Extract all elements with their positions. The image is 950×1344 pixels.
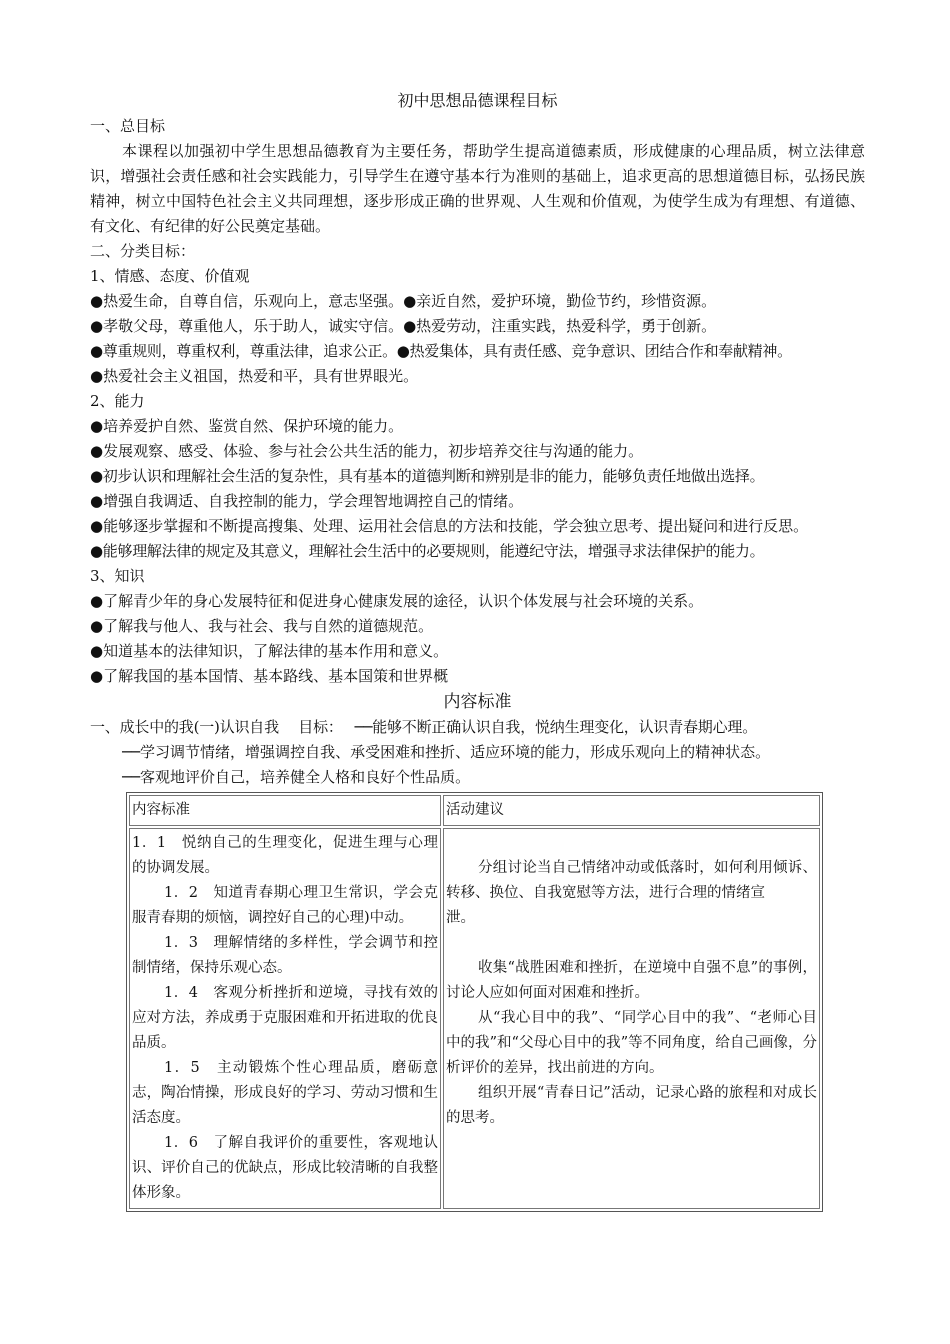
list-item: ●了解我国的基本国情、基本路线、基本国策和世界概 — [90, 667, 449, 685]
content-goal-line: 一、成长中的我(一)认识自我 目标： ──能够不断正确认识自我，悦纳生理变化，认识青春期心理。 — [90, 718, 758, 736]
list-item: ●培养爱护自然、鉴赏自然、保护环境的能力。 — [90, 417, 404, 435]
list-item: ●孝敬父母，尊重他人，乐于助人，诚实守信。●热爱劳动，注重实践，热爱科学，勇于创新。 — [90, 317, 717, 335]
list-item: ●增强自我调适、自我控制的能力，学会理智地调控自己的情绪。 — [90, 492, 524, 510]
table-cell-activities — [443, 828, 820, 1209]
activity-item: 从“我心目中的我”、“同学心目中的我”、“老师心目中的我”和“父母心目中的我”等不同角度，给自己画像，分析评价的差异，找出前进的方向。 — [446, 1010, 817, 1076]
activity-item: 组织开展“青春日记”活动，记录心路的旅程和对成长的思考。 — [446, 1085, 817, 1126]
list-item: ●能够理解法律的规定及其意义，理解社会生活中的必要规则，能遵纪守法，增强寻求法律保护的能力。 — [90, 542, 765, 560]
page-title: 初中思想品德课程目标 — [397, 91, 558, 110]
standard-item: 1．3 理解情绪的多样性，学会调节和控制情绪，保持乐观心态。 — [132, 935, 438, 976]
sub3-heading: 3、知识 — [90, 567, 145, 585]
activity-item: 收集“战胜困难和挫折，在逆境中自强不息”的事例，讨论人应如何面对困难和挫折。 — [446, 960, 817, 1001]
list-item: ●知道基本的法律知识，了解法律的基本作用和意义。 — [90, 642, 449, 660]
activity-item: 分组讨论当自己情绪冲动或低落时，如何利用倾诉、转移、换位、自我宽慰等方法，进行合理的情绪宣 — [446, 860, 817, 901]
section2-heading: 二、分类目标： — [90, 242, 196, 260]
table-cell-standards — [129, 828, 441, 1209]
list-item: ●热爱社会主义祖国，热爱和平，具有世界眼光。 — [90, 367, 419, 385]
spacer — [446, 831, 817, 856]
standard-item: 1．4 客观分析挫折和逆境，寻找有效的应对方法，养成勇于克服困难和开拓进取的优良品质。 — [132, 985, 438, 1051]
content-goal-line: ──学习调节情绪，增强调控自我、承受困难和挫折、适应环境的能力，形成乐观向上的精神状态。 — [122, 743, 771, 761]
sub2-heading: 2、能力 — [90, 392, 145, 410]
content-standard-table — [126, 792, 823, 1212]
document-page — [90, 88, 865, 1212]
list-item: ●尊重规则，尊重权利，尊重法律，追求公正。●热爱集体，具有责任感、竞争意识、团结合作和奉献精神。 — [90, 342, 792, 360]
list-item: ●热爱生命，自尊自信，乐观向上，意志坚强。●亲近自然，爱护环境，勤俭节约，珍惜资源。 — [90, 292, 717, 310]
list-item: ●能够逐步掌握和不断提高搜集、处理、运用社会信息的方法和技能，学会独立思考、提出疑问和进行反思。 — [90, 517, 809, 535]
standard-item: 1．1 悦纳自己的生理变化，促进生理与心理的协调发展。 — [132, 835, 438, 876]
list-item: ●发展观察、感受、体验、参与社会公共生活的能力，初步培养交往与沟通的能力。 — [90, 442, 644, 460]
content-goal-line: ──客观地评价自己，培养健全人格和良好个性品质。 — [122, 768, 471, 786]
table-header-activity: 活动建议 — [443, 795, 820, 826]
section1-paragraph: 本课程以加强初中学生思想品德教育为主要任务，帮助学生提高道德素质，形成健康的心理品质，树立法律意识，增强社会责任感和社会实践能力，引导学生在遵守基本行为准则的基础上，追求更高的思想道德目标，弘扬民族精神，树立中国特色社会主义共同理想，逐步形成正确的世界观、人生观和价值观，为使学生成为有理想、有道德、有文化、有纪律的好公民奠定基础。 — [90, 142, 865, 235]
list-item: ●初步认识和理解社会生活的复杂性，具有基本的道德判断和辨别是非的能力，能够负责任地做出选择。 — [90, 467, 765, 485]
spacer — [446, 931, 817, 956]
table-header-standard: 内容标准 — [129, 795, 441, 826]
list-item: ●了解我与他人、我与社会、我与自然的道德规范。 — [90, 617, 434, 635]
sub1-heading: 1、情感、态度、价值观 — [90, 267, 250, 285]
activity-item: 泄。 — [446, 910, 475, 926]
list-item: ●了解青少年的身心发展特征和促进身心健康发展的途径，认识个体发展与社会环境的关系。 — [90, 592, 704, 610]
standard-item: 1．6 了解自我评价的重要性，客观地认识、评价自己的优缺点，形成比较清晰的自我整体形象。 — [132, 1135, 438, 1201]
standard-item: 1．5 主动锻炼个性心理品质，磨砺意志，陶冶情操，形成良好的学习、劳动习惯和生活态度。 — [132, 1060, 438, 1126]
section1-heading: 一、总目标 — [90, 117, 166, 135]
standard-item: 1．2 知道青春期心理卫生常识，学会克服青春期的烦恼，调控好自己的心理)中动。 — [132, 885, 438, 926]
content-standard-title: 内容标准 — [443, 692, 512, 712]
